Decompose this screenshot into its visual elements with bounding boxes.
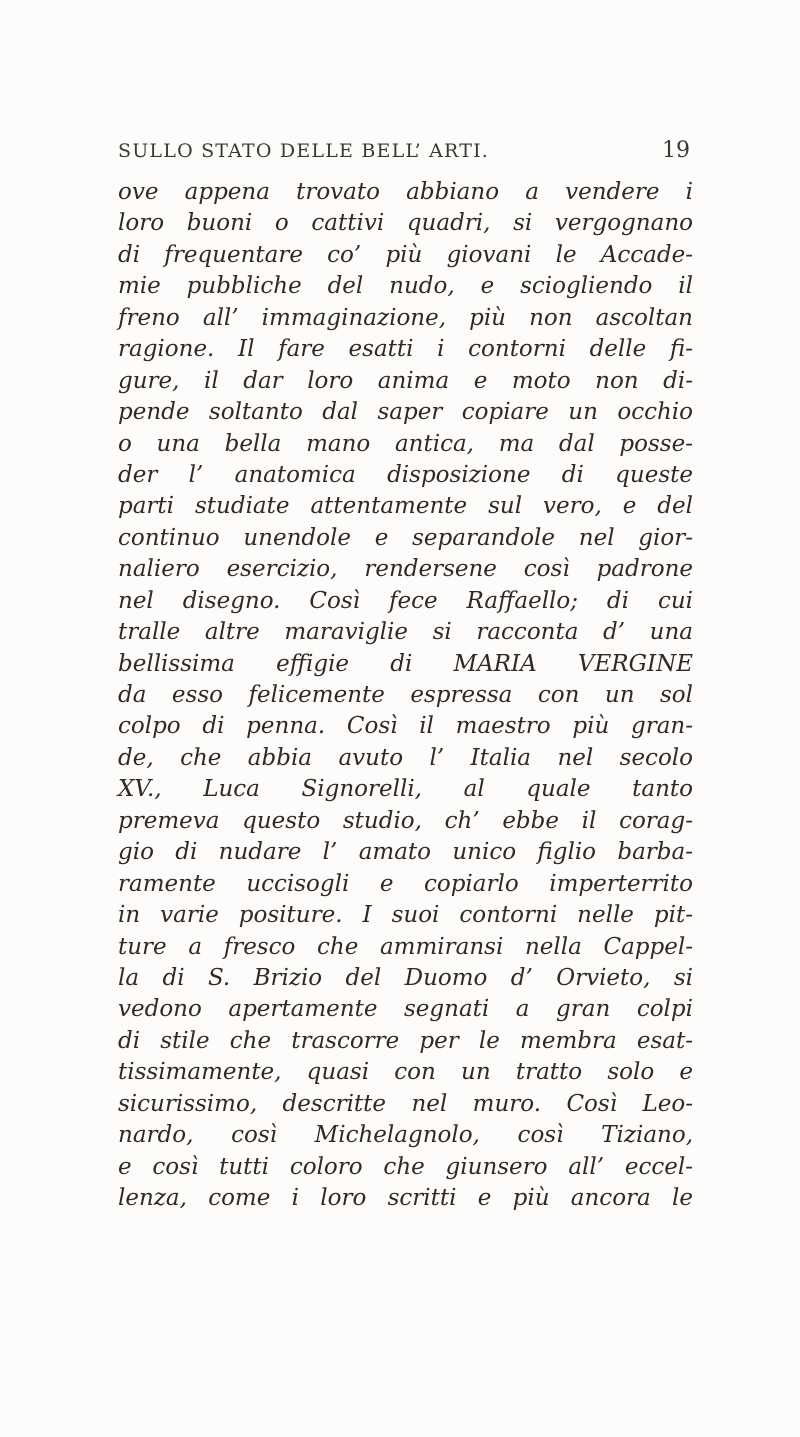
text-line: lenza, come i loro scritti e più ancora le [118, 1185, 693, 1211]
text-line: ragione. Il fare esatti i contorni delle fi- [118, 336, 693, 363]
text-line: gio di nudare l’ amato unico figlio barba- [118, 839, 693, 866]
text-line: premeva questo studio, ch’ ebbe il corag- [118, 807, 693, 834]
page-number: 19 [662, 138, 690, 163]
text-line: naliero esercizio, rendersene così padrone [118, 556, 693, 583]
text-line: vedono apertamente segnati a gran colpi [118, 996, 693, 1023]
text-line: di stile che trascorre per le membra esat- [118, 1027, 693, 1054]
text-line: tralle altre maraviglie si racconta d’ una [118, 619, 693, 646]
text-line: XV., Luca Signorelli, al quale tanto [118, 776, 693, 803]
text-line: parti studiate attentamente sul vero, e del [118, 493, 693, 520]
text-line: o una bella mano antica, ma dal posse- [118, 430, 693, 457]
text-line: ramente uccisogli e copiarlo imperterrito [118, 870, 693, 897]
running-head: SULLO STATO DELLE BELL’ ARTI. [118, 140, 490, 162]
text-line: mie pubbliche del nudo, e sciogliendo il [118, 273, 693, 300]
text-line: la di S. Brizio del Duomo d’ Orvieto, si [118, 964, 693, 991]
text-line: continuo unendole e separandole nel gior- [118, 524, 693, 551]
text-line: nel disegno. Così fece Raffaello; di cui [118, 587, 693, 614]
body-text [118, 177, 693, 1214]
text-line: tissimamente, quasi con un tratto solo e [118, 1059, 693, 1086]
text-line: colpo di penna. Così il maestro più gran- [118, 713, 693, 740]
text-line: der l’ anatomica disposizione di queste [118, 461, 693, 488]
text-line: ture a fresco che ammiransi nella Cappel- [118, 933, 693, 960]
text-line: in varie positure. I suoi contorni nelle pit- [118, 902, 693, 929]
text-line: loro buoni o cattivi quadri, si vergognano [118, 210, 693, 237]
text-line: bellissima effigie di MARIA VERGINE [118, 650, 693, 677]
text-line: gure, il dar loro anima e moto non di- [118, 367, 693, 394]
text-line: freno all’ immaginazione, più non ascoltan [118, 304, 693, 331]
text-line: da esso felicemente espressa con un sol [118, 682, 693, 708]
text-line: pende soltanto dal saper copiare un occhio [118, 399, 693, 426]
text-line: ove appena trovato abbiano a vendere i [118, 179, 693, 205]
text-line: di frequentare co’ più giovani le Accade- [118, 241, 693, 268]
page-header [118, 140, 690, 174]
text-line: de, che abbia avuto l’ Italia nel secolo [118, 744, 693, 771]
text-line: e così tutti coloro che giunsero all’ eccel- [118, 1153, 693, 1180]
text-line: sicurissimo, descritte nel muro. Così Leo- [118, 1090, 693, 1117]
text-line: nardo, così Michelagnolo, così Tiziano, [118, 1122, 693, 1149]
